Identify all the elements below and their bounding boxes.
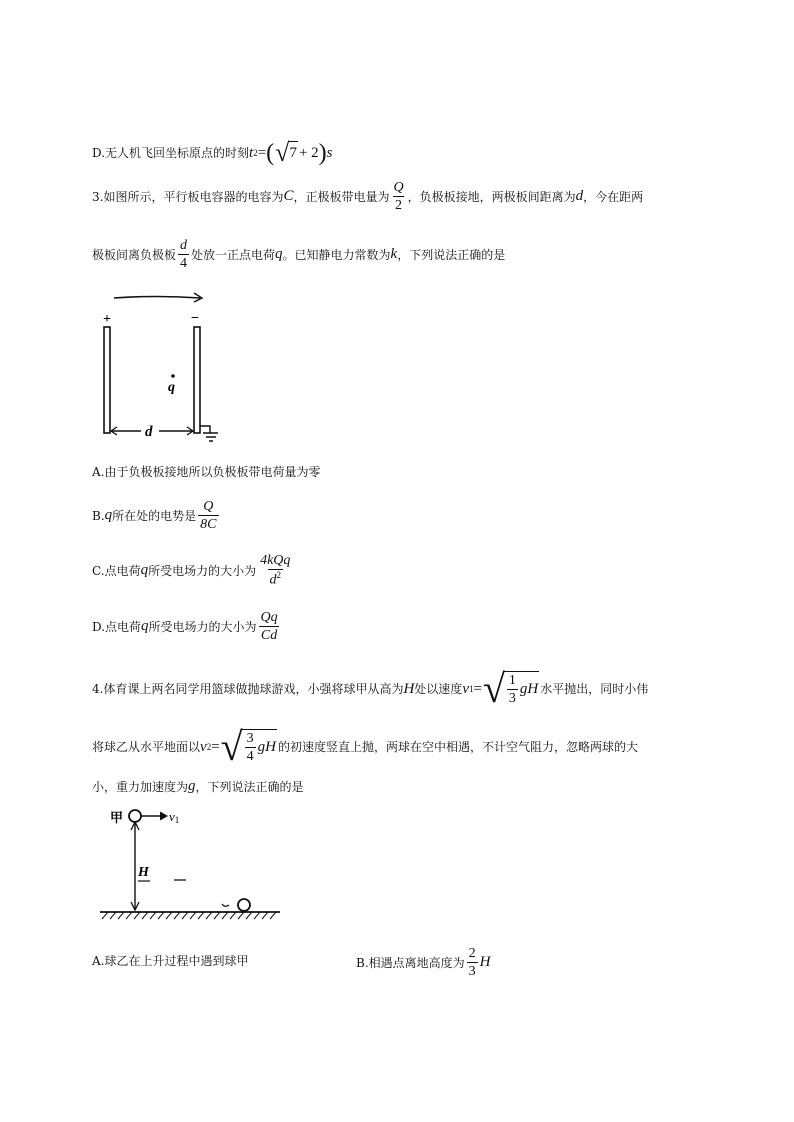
denominator-exponent: 2 bbox=[276, 570, 281, 581]
denominator: d bbox=[269, 573, 277, 589]
equals: = bbox=[211, 738, 220, 755]
denominator: 2 bbox=[395, 198, 403, 214]
q4-stem-line-3 bbox=[92, 779, 304, 794]
fraction-Q-over-2 bbox=[391, 180, 405, 214]
q3-option-b-text: 所在处的电势是 bbox=[112, 508, 197, 523]
positive-plate bbox=[104, 327, 110, 433]
q3-stem-text: ，正极板带电量为 bbox=[293, 189, 390, 204]
q3-stem-text: ，负极板接地，两极板间距离为 bbox=[407, 189, 576, 204]
q3-option-c-text: 所受电场力的大小为 bbox=[148, 563, 257, 578]
sqrt: √ 7 bbox=[275, 138, 297, 168]
d-label: d bbox=[145, 424, 153, 440]
capacitor-figure bbox=[96, 290, 226, 445]
q3-option-d-text: 所受电场力的大小为 bbox=[148, 619, 257, 634]
fraction-2-over-3 bbox=[467, 946, 478, 980]
denominator: 8C bbox=[200, 517, 217, 533]
g-symbol: g bbox=[188, 778, 196, 794]
H-symbol: H bbox=[479, 954, 491, 971]
k-symbol: k bbox=[390, 246, 398, 263]
H-symbol: H bbox=[403, 680, 415, 697]
equals: = bbox=[257, 144, 267, 161]
v-symbol: v bbox=[462, 680, 469, 697]
q3-option-c bbox=[92, 553, 294, 588]
unit-s: s bbox=[326, 144, 333, 161]
q3-stem-text: ，下列说法正确的是 bbox=[397, 247, 506, 262]
v-subscript: 2 bbox=[206, 741, 212, 752]
q3-stem-text: 处放一正点电荷 bbox=[191, 247, 276, 262]
sqrt-expression: √ $\frac{3}{4}$ gH bbox=[220, 724, 276, 769]
C-symbol: C bbox=[283, 188, 294, 205]
plus-two: + 2 bbox=[298, 144, 319, 161]
gH-symbol: gH bbox=[257, 739, 276, 755]
ball-jia-label: 甲 bbox=[110, 810, 124, 825]
q4-option-a bbox=[92, 955, 248, 967]
numerator: 1 bbox=[508, 672, 516, 688]
q4-stem-text: 小，重力加速度为 bbox=[92, 779, 189, 794]
q3-stem-text: ，今在距两 bbox=[583, 189, 644, 204]
q-symbol: q bbox=[104, 507, 113, 524]
q-symbol: q bbox=[275, 246, 283, 263]
t-symbol: t bbox=[249, 144, 254, 161]
projectile-figure bbox=[98, 804, 288, 929]
q3-option-a bbox=[92, 466, 320, 478]
d-symbol: d bbox=[575, 188, 584, 205]
q4-stem-text: 水平抛出，同时小伟 bbox=[540, 682, 649, 696]
equals: = bbox=[473, 680, 482, 697]
sqrt-body: 7 bbox=[288, 141, 298, 164]
fraction-Qq-over-Cd bbox=[259, 610, 280, 644]
q3-option-b bbox=[92, 499, 221, 533]
denominator: 4 bbox=[180, 256, 188, 272]
q4-stem-text: 4.体育课上两名同学用篮球做抛球游戏，小强将球甲从高为 bbox=[92, 682, 404, 696]
q4-stem-text: 的初速度竖直上抛，两球在空中相遇，不计空气阻力，忽略两球的大 bbox=[277, 740, 638, 754]
q4-option-b bbox=[356, 946, 490, 980]
right-paren: ) bbox=[318, 140, 327, 166]
denominator: 3 bbox=[468, 964, 476, 980]
numerator: Q bbox=[203, 499, 214, 514]
numerator: d bbox=[180, 238, 188, 253]
q4-stem-text: ，下列说法正确的是 bbox=[195, 779, 304, 794]
v1-label: v1 bbox=[169, 809, 180, 825]
denominator: 4 bbox=[246, 749, 254, 764]
fraction-d-over-4 bbox=[178, 238, 189, 272]
q3-option-d bbox=[92, 610, 282, 644]
charge-label: q bbox=[168, 380, 175, 395]
numerator: Q bbox=[393, 180, 404, 195]
ground-hatch bbox=[102, 912, 276, 919]
v-subscript: 1 bbox=[468, 683, 474, 694]
fraction-Q-over-8C bbox=[198, 499, 218, 533]
q4-stem-text: 将球乙从水平地面以 bbox=[92, 740, 201, 754]
negative-plate bbox=[194, 327, 200, 433]
ball-yi bbox=[238, 899, 250, 911]
q4-option-a-text: A.球乙在上升过程中遇到球甲 bbox=[92, 954, 249, 968]
q3-stem-text: 。已知静电力常数为 bbox=[282, 247, 391, 262]
q3-stem-text: 极板间离负极板 bbox=[92, 247, 177, 262]
gH-symbol: gH bbox=[519, 681, 539, 697]
q2-option-d-text: D.无人机飞回坐标原点的时刻 bbox=[92, 146, 250, 160]
minus-sign: − bbox=[191, 311, 199, 326]
q4-stem-line-1 bbox=[92, 666, 649, 711]
q4-stem-text: 处以速度 bbox=[414, 682, 463, 696]
ball-jia bbox=[129, 810, 141, 822]
v-symbol: v bbox=[200, 738, 207, 755]
q-symbol: q bbox=[140, 562, 149, 579]
charge-dot bbox=[171, 374, 175, 378]
q-symbol: q bbox=[141, 618, 149, 635]
numerator: 4kQq bbox=[260, 553, 291, 568]
denominator: 3 bbox=[508, 691, 516, 706]
q3-stem-text: 3.如图所示，平行板电容器的电容为 bbox=[92, 189, 284, 204]
left-paren: ( bbox=[266, 140, 275, 166]
q4-option-b-text: B.相遇点离地高度为 bbox=[356, 955, 465, 970]
ground-symbol bbox=[200, 426, 218, 441]
numerator: 2 bbox=[468, 946, 476, 961]
fraction-4kQq-over-d2 bbox=[258, 553, 292, 588]
q3-option-c-text: C.点电荷 bbox=[92, 563, 141, 578]
denominator: Cd bbox=[260, 628, 278, 644]
q2-option-d bbox=[92, 138, 333, 168]
arrow-top bbox=[114, 297, 200, 299]
plus-sign: + bbox=[103, 312, 111, 327]
option-label: B. bbox=[92, 508, 105, 523]
q4-stem-line-2 bbox=[92, 724, 638, 769]
q3-stem-line-1 bbox=[92, 180, 643, 214]
ball-yi-mark bbox=[222, 904, 229, 906]
H-label: H bbox=[138, 865, 149, 880]
q3-stem-line-2 bbox=[92, 238, 505, 272]
q3-option-a-text: A.由于负极板接地所以负极板带电荷量为零 bbox=[92, 465, 321, 479]
t-subscript: 2 bbox=[253, 147, 258, 158]
numerator: 3 bbox=[246, 730, 254, 746]
sqrt-expression: √ $\frac{1}{3}$ gH bbox=[482, 666, 539, 711]
q3-option-d-text: D.点电荷 bbox=[92, 619, 142, 634]
numerator: Qq bbox=[260, 610, 278, 625]
